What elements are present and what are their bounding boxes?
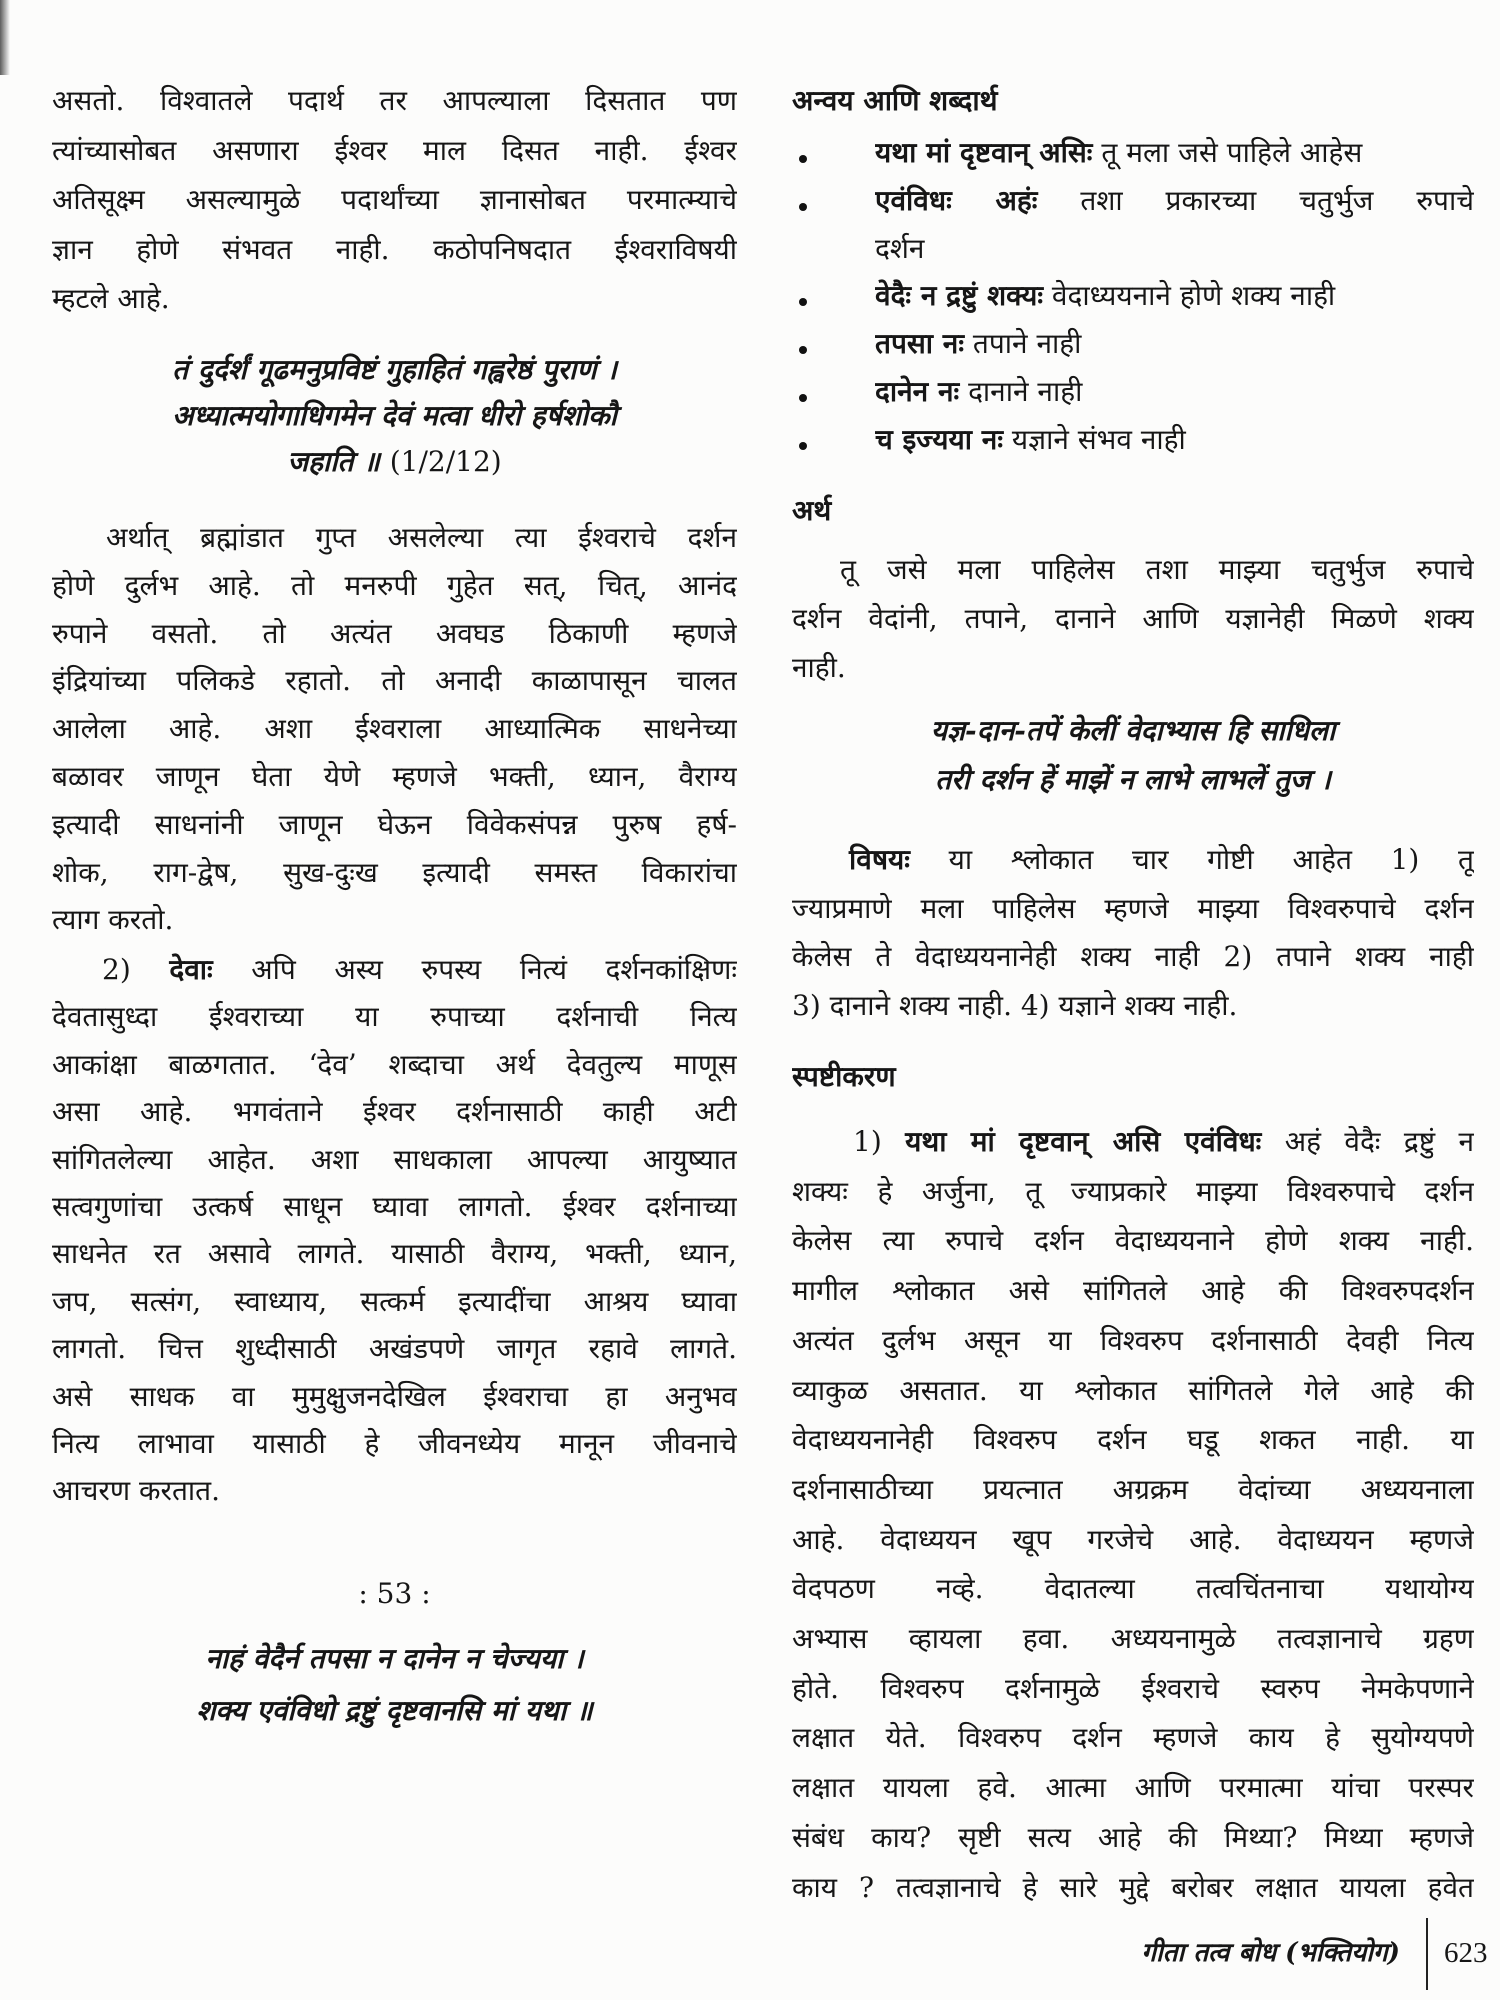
anvay-meaning: यज्ञाने संभव नाही — [1011, 422, 1186, 456]
paragraph-first-line — [792, 1117, 1474, 1167]
point-term: यथा मां दृष्टवान् असि एवंविधः — [905, 1125, 1262, 1158]
anvay-meaning: तू मला जसे पाहिले आहेस — [1101, 136, 1363, 169]
paragraph-line: इंद्रियांच्या पलिकडे रहातो. तो अनादी काळापासून चालत — [52, 664, 737, 698]
paragraph-line: सत्वगुणांचा उत्कर्ष साधून घ्यावा लागतो. ईश्वर दर्शनाच्या — [52, 1190, 737, 1224]
spashtikaran-paragraph — [792, 1117, 1474, 1912]
paragraph-line: आचरण करतात. — [52, 1474, 221, 1508]
paragraph-line: दर्शन वेदांनी, तपाने, दानाने आणि यज्ञानेही मिळणे शक्य — [792, 602, 1474, 635]
paragraph-line: अभ्यास व्हायला हवा. अध्ययनामुळे तत्वज्ञानाचे ग्रहण — [792, 1622, 1474, 1656]
anvay-meaning: तपाने नाही — [972, 327, 1082, 361]
anvay-item — [792, 416, 1474, 464]
katha-upanishad-verse — [52, 347, 737, 485]
anvay-meaning: वेदाध्ययनाने होणे शक्य नाही — [1051, 279, 1336, 313]
paragraph-line: त्याग करतो. — [52, 903, 174, 937]
paragraph-line: रुपाने वसतो. तो अत्यंत अवघड ठिकाणी म्हणजे — [52, 616, 737, 650]
arth-heading: अर्थ — [792, 494, 832, 527]
paragraph-line: असतो. विश्वातले पदार्थ तर आपल्याला दिसतात पण — [52, 84, 737, 117]
point-number: 1) — [853, 1125, 882, 1158]
point-term: देवाः — [169, 953, 213, 986]
page-number: 623 — [1444, 1937, 1488, 1969]
spashtikaran-heading: स्पष्टीकरण — [792, 1060, 896, 1093]
paragraph-line: तू जसे मला पाहिलेस तशा माझ्या चतुर्भुज रुपाचे — [840, 553, 1474, 586]
anvay-meaning: दानाने नाही — [968, 374, 1083, 408]
paragraph-line: 3) दानाने शक्य नाही. 4) यज्ञाने शक्य नाही. — [792, 989, 1238, 1023]
bullet-icon — [799, 298, 807, 306]
anvay-item-line — [875, 177, 1474, 225]
paragraph-line: मागील श्लोकात असे सांगितले आहे की विश्वरुपदर्शन — [792, 1274, 1474, 1308]
anvay-term: यथा मां दृष्टवान् असिः — [875, 136, 1093, 169]
anvay-term: दानेन नः — [875, 374, 960, 408]
deva-paragraph — [52, 946, 737, 1515]
paragraph-line: देवतासुध्दा ईश्वराच्या या रुपाच्या दर्शनाची नित्य — [52, 1000, 737, 1034]
anvay-term: च इज्यया नः — [875, 422, 1003, 456]
vishay-text: या श्लोकात चार गोष्टी आहेत 1) तू — [948, 843, 1474, 876]
paragraph-line: बळावर जाणून घेता येणे म्हणजे भक्ती, ध्यान, वैराग्य — [52, 759, 737, 793]
paragraph-line: साधनेत रत असावे लागते. यासाठी वैराग्य, भक्ती, ध्यान, — [52, 1237, 737, 1271]
paragraph-line: व्याकुळ असतात. या श्लोकात सांगितले गेले आहे की — [792, 1373, 1474, 1407]
paragraph-line: आहे. वेदाध्ययन खूप गरजेचे आहे. वेदाध्ययन म्हणजे — [792, 1522, 1474, 1556]
verse-line: तरी दर्शन हें माझें न लाभे लाभलें तुज । — [935, 763, 1331, 796]
anvay-item-line — [875, 320, 1474, 368]
anvay-item-line — [875, 416, 1474, 464]
anvay-heading: अन्वय आणि शब्दार्थ — [792, 84, 998, 117]
paragraph-line: सांगितलेल्या आहेत. अशा साधकाला आपल्या आयुष्यात — [52, 1142, 737, 1176]
binding-shadow — [0, 0, 10, 75]
paragraph-line: लक्षात यायला हवे. आत्मा आणि परमात्मा यांचा परस्पर — [792, 1771, 1474, 1805]
anvay-item — [792, 129, 1474, 177]
arth-paragraph — [792, 545, 1474, 692]
verse-line: अध्यात्मयोगाधिगमेन देवं मत्वा धीरो हर्षशोकौ — [172, 399, 617, 432]
paragraph-line: काय ? तत्वज्ञानाचे हे सारे मुद्दे बरोबर लक्षात यायला हवेत — [792, 1870, 1474, 1904]
paragraph-line: संबंध काय? सृष्टी सत्य आहे की मिथ्या? मिथ्या म्हणजे — [792, 1820, 1474, 1854]
paragraph-line: दर्शनासाठीच्या प्रयत्नात अग्रक्रम वेदांच्या अध्ययनाला — [792, 1472, 1474, 1506]
paragraph-line: जप, सत्संग, स्वाध्याय, सत्कर्म इत्यादींचा आश्रय घ्यावा — [52, 1284, 737, 1318]
anvay-item — [792, 272, 1474, 320]
paragraph-line: त्यांच्यासोबत असणारा ईश्वर माल दिसत नाही. ईश्वर — [52, 133, 737, 167]
paragraph-line: ज्ञान होणे संभवत नाही. कठोपनिषदात ईश्वराविषयी — [52, 232, 737, 266]
verse-number: : 53 : — [358, 1577, 431, 1610]
paragraph-line: असे साधक वा मुमुक्षुजनदेखिल ईश्वराचा हा अनुभव — [52, 1379, 737, 1413]
point-number: 2) — [102, 953, 131, 986]
paragraph-line: अतिसूक्ष्म असल्यामुळे पदार्थांच्या ज्ञानासोबत परमात्म्याचे — [52, 183, 737, 216]
anvay-meaning-continued: दर्शन — [875, 231, 925, 265]
intro-paragraph — [52, 76, 737, 324]
paragraph-line: म्हटले आहे. — [52, 282, 170, 315]
bullet-icon — [799, 442, 807, 450]
paragraph-line: अत्यंत दुर्लभ असून या विश्वरुप दर्शनासाठी देवही नित्य — [792, 1323, 1474, 1357]
anvay-item — [792, 368, 1474, 416]
point-term-text: अपि अस्य रुपस्य नित्यं दर्शनकांक्षिणः — [251, 953, 737, 986]
paragraph-line: होते. विश्वरुप दर्शनामुळे ईश्वराचे स्वरुप नेमकेपणाने — [792, 1671, 1474, 1705]
bullet-icon — [799, 394, 807, 402]
anvay-meaning: तशा प्रकारच्या चतुर्भुज रुपाचे — [1080, 183, 1474, 217]
paragraph-first-line — [52, 946, 737, 993]
verse-line-text: जहाति ॥ — [287, 445, 380, 478]
verse-line: शक्य एवंविधो द्रष्टुं दृष्टवानसि मां यथा ॥ — [196, 1694, 593, 1727]
verse-line: तं दुर्दर्शं गूढमनुप्रविष्टं गुहाहितं गह्वरेष्ठं पुराणं । — [172, 353, 617, 386]
verse-line: नाहं वेदैर्न तपसा न दानेन न चेज्यया । — [205, 1642, 584, 1675]
arthat-paragraph — [52, 514, 737, 944]
anvay-item — [792, 177, 1474, 273]
verse-number-marker — [52, 1569, 737, 1619]
vishay-label: विषयः — [849, 843, 910, 876]
verse-reference: (1/2/12) — [389, 445, 502, 478]
paragraph-line: नित्य लाभावा यासाठी हे जीवनध्येय मानून जीवनाचे — [52, 1427, 737, 1461]
paragraph-line: इत्यादी साधनांनी जाणून घेऊन विवेकसंपन्न पुरुष हर्ष- — [52, 807, 737, 841]
footer-divider — [1426, 1918, 1428, 1990]
anvay-list — [792, 129, 1474, 464]
paragraph-line: शोक, राग-द्वेष, सुख-दुःख इत्यादी समस्त विकारांचा — [52, 855, 737, 889]
paragraph-line: वेदपठण नव्हे. वेदातल्या तत्वचिंतनाचा यथायोग्य — [792, 1572, 1474, 1606]
left-column — [52, 0, 737, 1920]
anvay-item-line — [875, 129, 1474, 177]
paragraph-line: वेदाध्ययनानेही विश्वरुप दर्शन घडू शकत नाही. या — [792, 1423, 1474, 1457]
paragraph-line: असा आहे. भगवंताने ईश्वर दर्शनासाठी काही अटी — [52, 1095, 737, 1129]
paragraph-line: लागतो. चित्त शुध्दीसाठी अखंडपणे जागृत रहावे लागते. — [52, 1332, 737, 1366]
paragraph-line: आलेला आहे. अशा ईश्वराला आध्यात्मिक साधनेच्या — [52, 712, 737, 746]
bullet-icon — [799, 203, 807, 211]
marathi-verse — [792, 706, 1474, 804]
paragraph-line: होणे दुर्लभ आहे. तो मनरुपी गुहेत सत्, चित्, आनंद — [52, 568, 737, 602]
paragraph-line: केलेस त्या रुपाचे दर्शन वेदाध्ययनाने होणे शक्य नाही. — [792, 1224, 1474, 1258]
paragraph-line: आकांक्षा बाळगतात. ‘देव’ शब्दाचा अर्थ देवतुल्य माणूस — [52, 1047, 737, 1081]
book-title: गीता तत्व बोध (भक्तियोग) — [1141, 1938, 1400, 1968]
paragraph-line: शक्यः हे अर्जुना, तू ज्याप्रकारे माझ्या विश्वरुपाचे दर्शन — [792, 1174, 1474, 1208]
paragraph-first-line — [792, 836, 1474, 885]
anvay-term: तपसा नः — [875, 327, 964, 361]
verse-line: यज्ञ-दान-तपें केलीं वेदाभ्यास हि साधिला — [930, 714, 1336, 747]
paragraph-line: नाही. — [792, 651, 846, 684]
gita-verse — [52, 1633, 737, 1737]
anvay-term: एवंविधः अहंः — [875, 183, 1038, 217]
bullet-icon — [799, 155, 807, 163]
point-term-text: अहं वेदैः द्रष्टुं न — [1284, 1125, 1474, 1158]
anvay-item-line — [875, 368, 1474, 416]
verse-line-last — [52, 439, 737, 485]
anvay-term: वेदैः न द्रष्टुं शक्यः — [875, 279, 1044, 313]
anvay-item-line — [875, 272, 1474, 320]
right-column — [792, 0, 1474, 1920]
paragraph-line: केलेस ते वेदाध्ययनानेही शक्य नाही 2) तपाने शक्य नाही — [792, 940, 1474, 974]
paragraph-line: अर्थात् ब्रह्मांडात गुप्त असलेल्या त्या ईश्वराचे दर्शन — [106, 521, 737, 554]
paragraph-line: ज्याप्रमाणे मला पाहिलेस म्हणजे माझ्या विश्वरुपाचे दर्शन — [792, 891, 1474, 925]
paragraph-line: लक्षात येते. विश्वरुप दर्शन म्हणजे काय हे सुयोग्यपणे — [792, 1721, 1474, 1755]
vishay-paragraph — [792, 836, 1474, 1031]
anvay-item — [792, 320, 1474, 368]
bullet-icon — [799, 346, 807, 354]
